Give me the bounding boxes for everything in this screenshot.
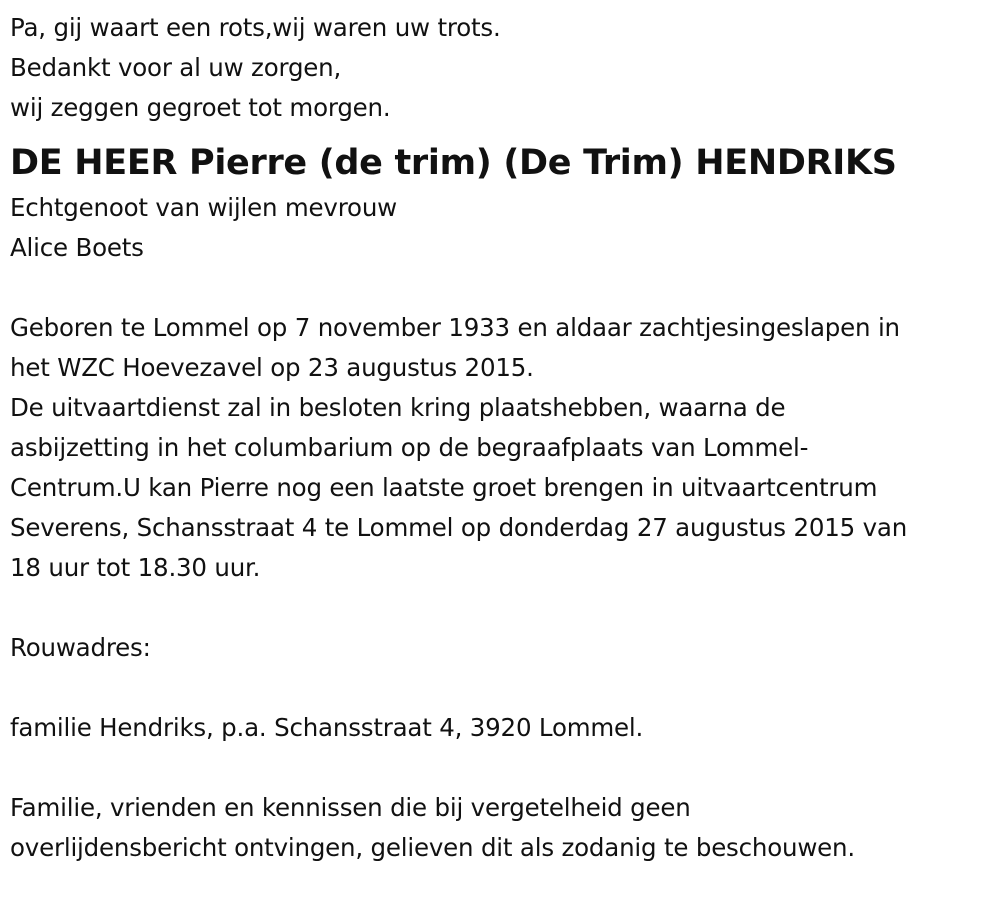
details-line: Geboren te Lommel op 7 november 1933 en aldaar zachtjesingeslapen in — [10, 313, 900, 342]
poem-line: wij zeggen gegroet tot morgen. — [10, 93, 391, 122]
deceased-name: DE HEER Pierre (de trim) (De Trim) HENDRIKS — [10, 143, 897, 183]
details-line: Severens, Schansstraat 4 te Lommel op donderdag 27 augustus 2015 van — [10, 513, 908, 542]
details-line: Centrum.U kan Pierre nog een laatste groet brengen in uitvaartcentrum — [10, 473, 878, 502]
spouse-line: Alice Boets — [10, 233, 144, 262]
details-line: asbijzetting in het columbarium op de begraafplaats van Lommel- — [10, 433, 809, 462]
spouse-info — [10, 188, 990, 268]
spouse-line: Echtgenoot van wijlen mevrouw — [10, 193, 398, 222]
address-label: Rouwadres: — [10, 633, 151, 662]
spacer — [10, 588, 990, 628]
spacer — [10, 268, 990, 308]
funeral-details — [10, 308, 990, 588]
poem-line: Pa, gij waart een rots,wij waren uw trots. — [10, 13, 501, 42]
spacer — [10, 668, 990, 708]
poem-line: Bedankt voor al uw zorgen, — [10, 53, 342, 82]
memorial-poem — [10, 8, 990, 128]
closing-line: Familie, vrienden en kennissen die bij vergetelheid geen — [10, 793, 691, 822]
details-line: 18 uur tot 18.30 uur. — [10, 553, 261, 582]
closing-note — [10, 788, 990, 868]
mourning-address: familie Hendriks, p.a. Schansstraat 4, 3920 Lommel. — [10, 713, 644, 742]
spacer — [10, 748, 990, 788]
closing-line: overlijdensbericht ontvingen, gelieven dit als zodanig te beschouwen. — [10, 833, 855, 862]
details-line: De uitvaartdienst zal in besloten kring plaatshebben, waarna de — [10, 393, 786, 422]
details-line: het WZC Hoevezavel op 23 augustus 2015. — [10, 353, 534, 382]
